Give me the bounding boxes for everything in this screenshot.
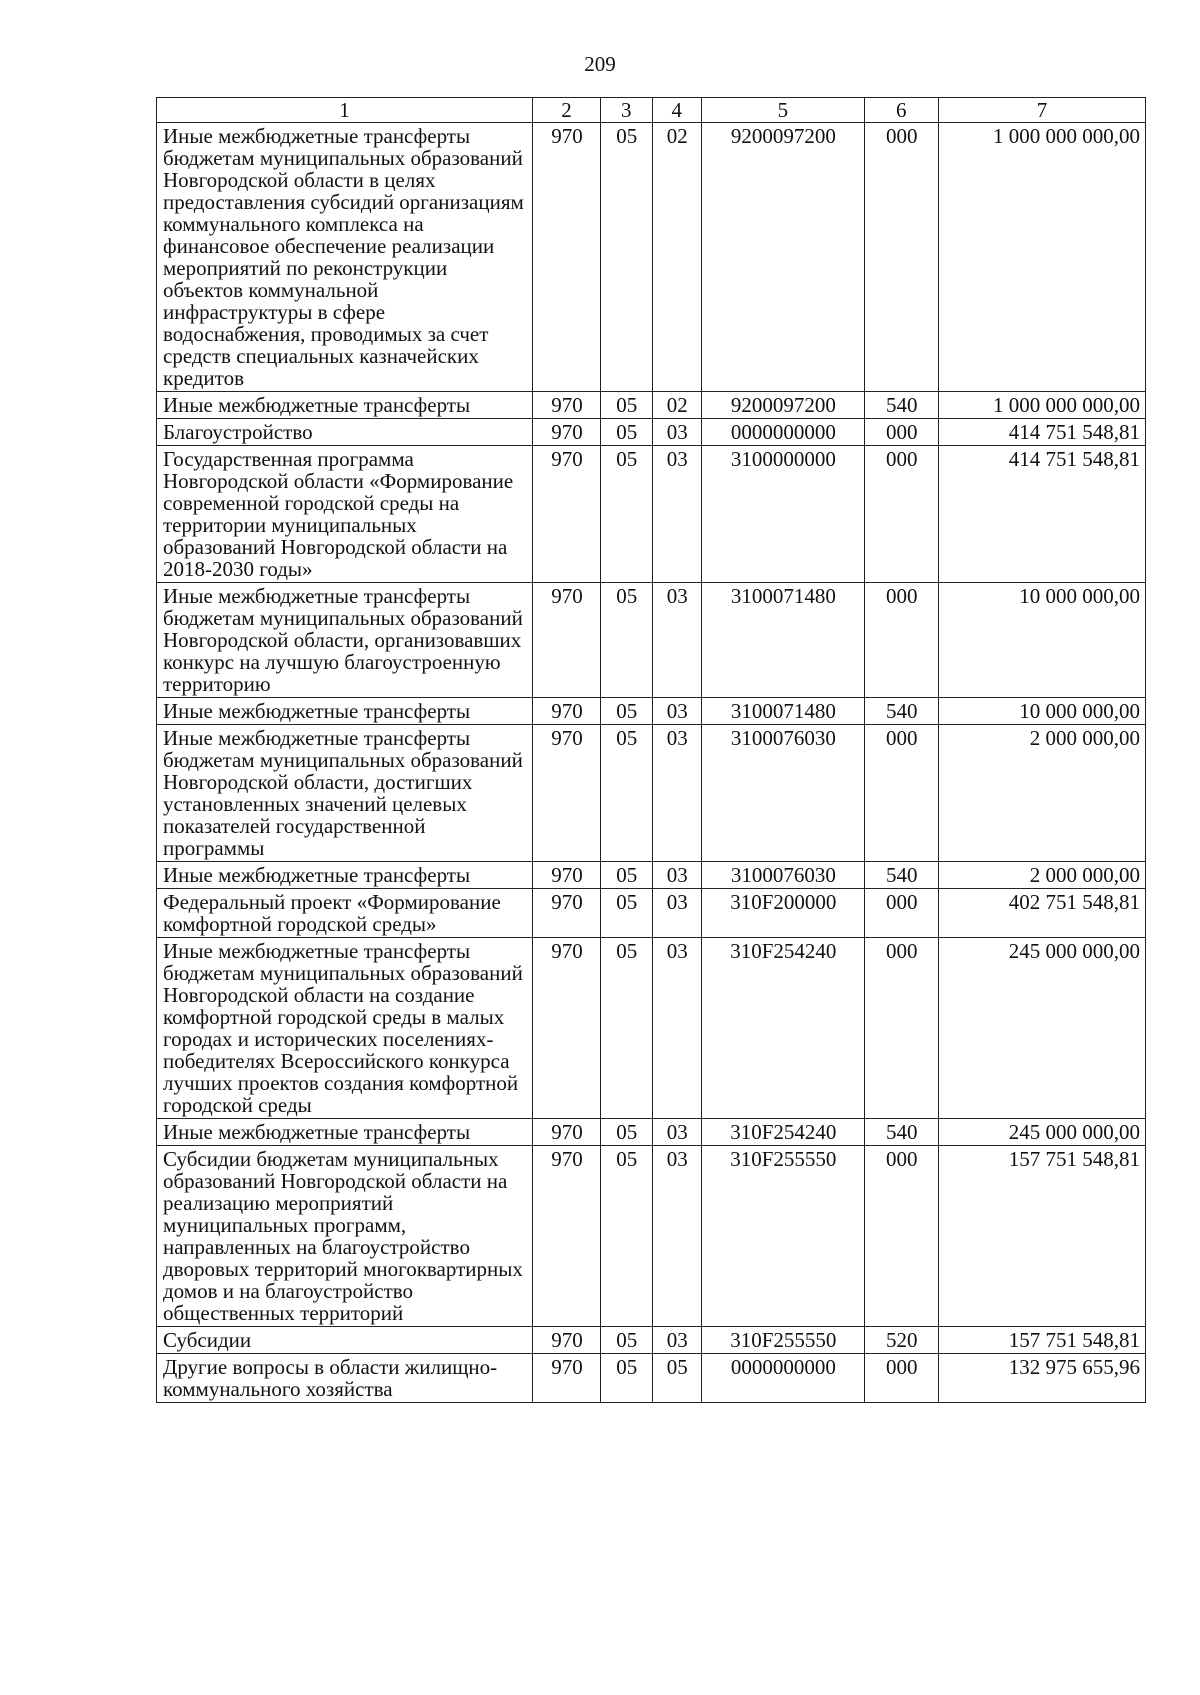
table-row (157, 1146, 1146, 1327)
table-row (157, 419, 1146, 446)
expense-type-code: 000 (864, 1146, 938, 1327)
amount: 1 000 000 000,00 (938, 123, 1145, 392)
expense-type-code: 000 (864, 725, 938, 862)
subsection-code: 03 (652, 938, 701, 1119)
item-name: Федеральный проект «Формирование комфортной городской среды» (157, 889, 533, 938)
budget-table (156, 97, 1146, 1403)
column-header: 3 (601, 98, 653, 123)
ministry-code: 970 (533, 1354, 601, 1403)
subsection-code: 05 (652, 1354, 701, 1403)
amount: 245 000 000,00 (938, 1119, 1145, 1146)
subsection-code: 03 (652, 419, 701, 446)
amount: 157 751 548,81 (938, 1327, 1145, 1354)
item-name: Иные межбюджетные трансферты (157, 862, 533, 889)
subsection-code: 03 (652, 446, 701, 583)
ministry-code: 970 (533, 725, 601, 862)
ministry-code: 970 (533, 1146, 601, 1327)
section-code: 05 (601, 725, 653, 862)
amount: 2 000 000,00 (938, 725, 1145, 862)
expense-type-code: 000 (864, 889, 938, 938)
amount: 245 000 000,00 (938, 938, 1145, 1119)
table-row (157, 123, 1146, 392)
target-article-code: 3100071480 (701, 698, 864, 725)
section-code: 05 (601, 862, 653, 889)
ministry-code: 970 (533, 862, 601, 889)
section-code: 05 (601, 123, 653, 392)
table-row (157, 446, 1146, 583)
item-name: Иные межбюджетные трансферты бюджетам муниципальных образований Новгородской области, достигших установленных значений целевых показателей государственной программы (157, 725, 533, 862)
expense-type-code: 000 (864, 583, 938, 698)
item-name: Иные межбюджетные трансферты бюджетам муниципальных образований Новгородской области на создание комфортной городской среды в малых городах и исторических поселениях-победителях Всероссийского конкурса лучших проектов создания комфортной городской среды (157, 938, 533, 1119)
target-article-code: 310F254240 (701, 938, 864, 1119)
target-article-code: 3100000000 (701, 446, 864, 583)
item-name: Иные межбюджетные трансферты (157, 392, 533, 419)
target-article-code: 3100076030 (701, 862, 864, 889)
table-row (157, 725, 1146, 862)
section-code: 05 (601, 889, 653, 938)
item-name: Иные межбюджетные трансферты (157, 1119, 533, 1146)
table-row (157, 889, 1146, 938)
target-article-code: 3100071480 (701, 583, 864, 698)
section-code: 05 (601, 392, 653, 419)
section-code: 05 (601, 1119, 653, 1146)
amount: 414 751 548,81 (938, 419, 1145, 446)
expense-type-code: 540 (864, 1119, 938, 1146)
section-code: 05 (601, 446, 653, 583)
expense-type-code: 000 (864, 938, 938, 1119)
subsection-code: 03 (652, 1146, 701, 1327)
table-row (157, 392, 1146, 419)
amount: 402 751 548,81 (938, 889, 1145, 938)
section-code: 05 (601, 583, 653, 698)
table-row (157, 1119, 1146, 1146)
target-article-code: 310F255550 (701, 1146, 864, 1327)
subsection-code: 03 (652, 583, 701, 698)
item-name: Субсидии (157, 1327, 533, 1354)
target-article-code: 0000000000 (701, 1354, 864, 1403)
column-header: 2 (533, 98, 601, 123)
amount: 157 751 548,81 (938, 1146, 1145, 1327)
item-name: Государственная программа Новгородской области «Формирование современной городской среды на территории муниципальных образований Новгородской области на 2018-2030 годы» (157, 446, 533, 583)
table-row (157, 862, 1146, 889)
expense-type-code: 000 (864, 123, 938, 392)
subsection-code: 03 (652, 698, 701, 725)
column-header: 6 (864, 98, 938, 123)
table-row (157, 1354, 1146, 1403)
amount: 10 000 000,00 (938, 583, 1145, 698)
target-article-code: 9200097200 (701, 123, 864, 392)
ministry-code: 970 (533, 889, 601, 938)
ministry-code: 970 (533, 583, 601, 698)
target-article-code: 0000000000 (701, 419, 864, 446)
ministry-code: 970 (533, 392, 601, 419)
target-article-code: 9200097200 (701, 392, 864, 419)
ministry-code: 970 (533, 123, 601, 392)
column-header: 7 (938, 98, 1145, 123)
section-code: 05 (601, 1354, 653, 1403)
ministry-code: 970 (533, 446, 601, 583)
column-header: 1 (157, 98, 533, 123)
section-code: 05 (601, 1327, 653, 1354)
item-name: Иные межбюджетные трансферты (157, 698, 533, 725)
section-code: 05 (601, 419, 653, 446)
subsection-code: 03 (652, 725, 701, 862)
ministry-code: 970 (533, 419, 601, 446)
amount: 132 975 655,96 (938, 1354, 1145, 1403)
column-header: 4 (652, 98, 701, 123)
column-header: 5 (701, 98, 864, 123)
target-article-code: 310F255550 (701, 1327, 864, 1354)
table-row (157, 583, 1146, 698)
amount: 10 000 000,00 (938, 698, 1145, 725)
table-row (157, 938, 1146, 1119)
subsection-code: 03 (652, 862, 701, 889)
section-code: 05 (601, 1146, 653, 1327)
header-row (157, 98, 1146, 123)
expense-type-code: 540 (864, 698, 938, 725)
amount: 2 000 000,00 (938, 862, 1145, 889)
ministry-code: 970 (533, 1119, 601, 1146)
subsection-code: 03 (652, 1327, 701, 1354)
subsection-code: 03 (652, 889, 701, 938)
target-article-code: 3100076030 (701, 725, 864, 862)
item-name: Иные межбюджетные трансферты бюджетам муниципальных образований Новгородской области в целях предоставления субсидий организациям коммунального комплекса на финансовое обеспечение реализации мероприятий по реконструкции объектов коммунальной инфраструктуры в сфере водоснабжения, проводимых за счет средств специальных казначейских кредитов (157, 123, 533, 392)
expense-type-code: 000 (864, 419, 938, 446)
section-code: 05 (601, 938, 653, 1119)
ministry-code: 970 (533, 938, 601, 1119)
item-name: Другие вопросы в области жилищно-коммунального хозяйства (157, 1354, 533, 1403)
table-row (157, 1327, 1146, 1354)
item-name: Иные межбюджетные трансферты бюджетам муниципальных образований Новгородской области, организовавших конкурс на лучшую благоустроенную территорию (157, 583, 533, 698)
table-row (157, 698, 1146, 725)
expense-type-code: 540 (864, 862, 938, 889)
amount: 414 751 548,81 (938, 446, 1145, 583)
ministry-code: 970 (533, 1327, 601, 1354)
expense-type-code: 000 (864, 1354, 938, 1403)
expense-type-code: 520 (864, 1327, 938, 1354)
target-article-code: 310F254240 (701, 1119, 864, 1146)
expense-type-code: 000 (864, 446, 938, 583)
expense-type-code: 540 (864, 392, 938, 419)
subsection-code: 03 (652, 1119, 701, 1146)
item-name: Благоустройство (157, 419, 533, 446)
section-code: 05 (601, 698, 653, 725)
item-name: Субсидии бюджетам муниципальных образований Новгородской области на реализацию мероприятий муниципальных программ, направленных на благоустройство дворовых территорий многоквартирных домов и на благоустройство общественных территорий (157, 1146, 533, 1327)
subsection-code: 02 (652, 392, 701, 419)
target-article-code: 310F200000 (701, 889, 864, 938)
page-number: 209 (584, 52, 616, 76)
ministry-code: 970 (533, 698, 601, 725)
subsection-code: 02 (652, 123, 701, 392)
amount: 1 000 000 000,00 (938, 392, 1145, 419)
